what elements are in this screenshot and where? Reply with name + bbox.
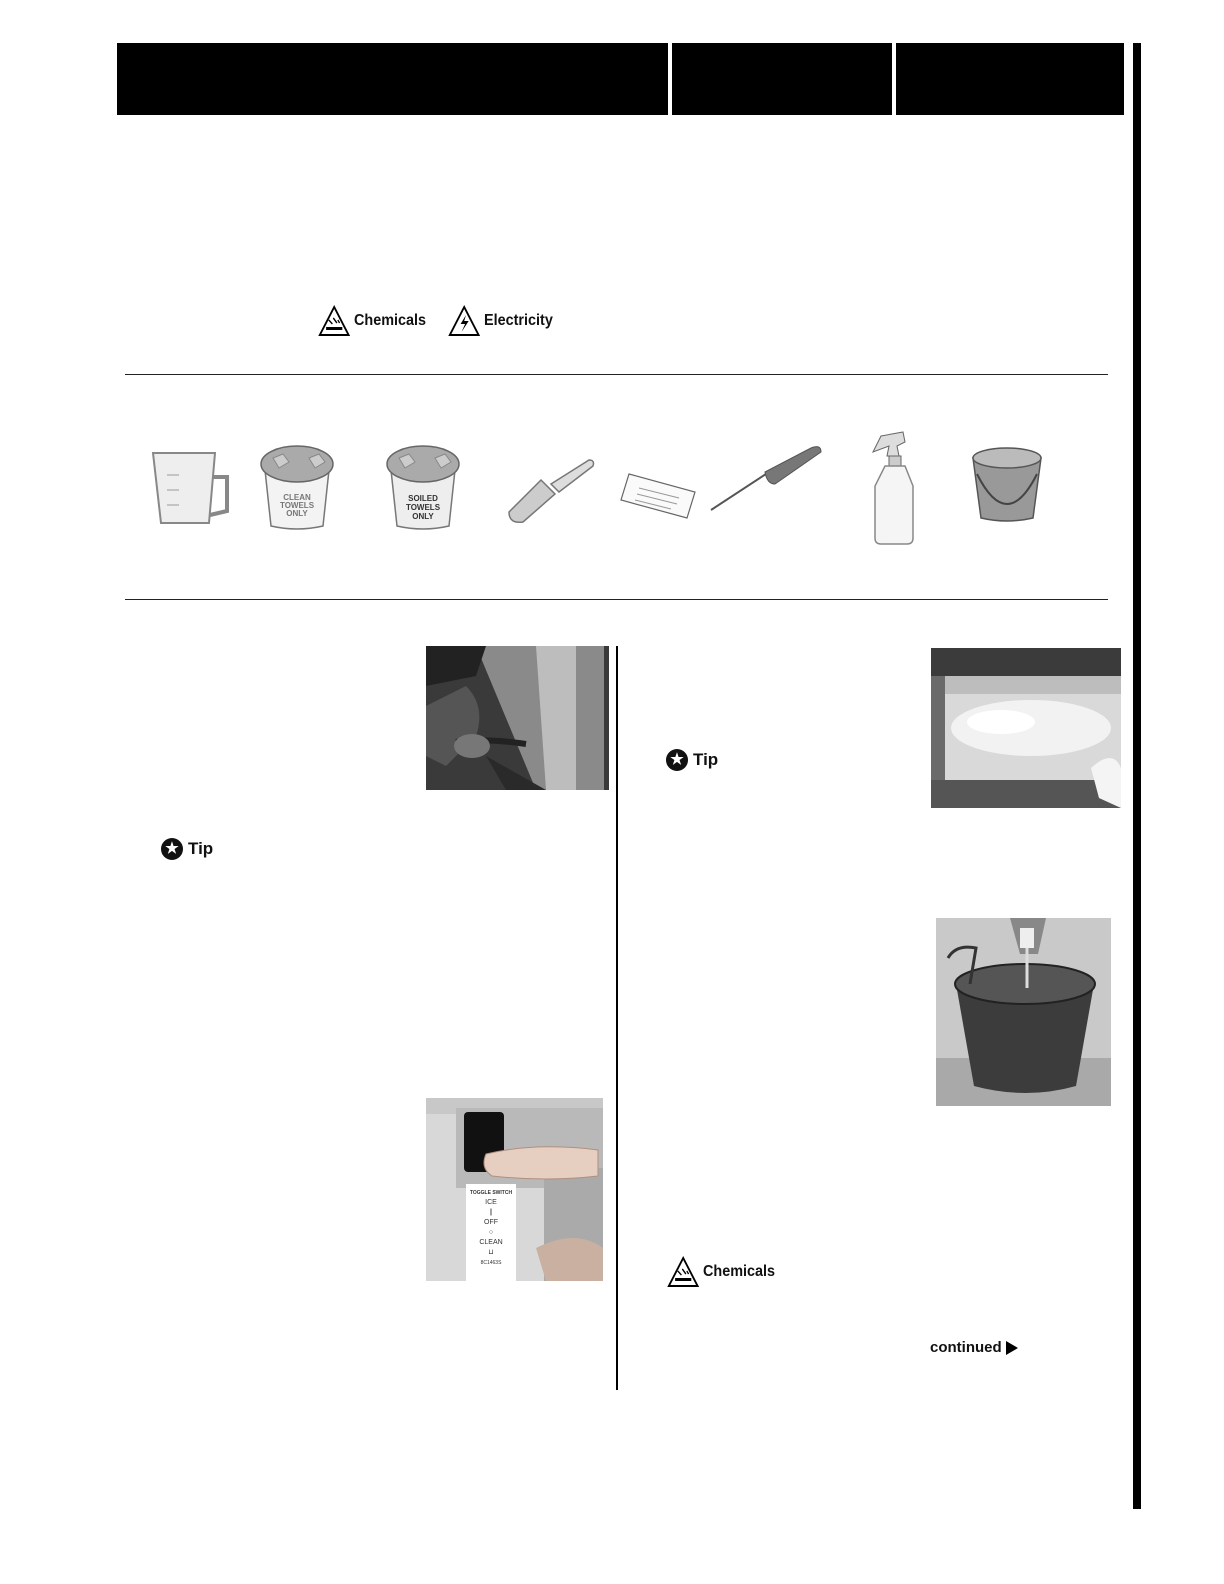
switch-ice-mark: | [490,1209,492,1216]
header-bar [117,43,1124,115]
triangle-right-icon [1006,1341,1018,1355]
switch-caption: TOGGLE SWITCH [469,1190,513,1196]
test-strip-card-icon [619,472,697,520]
hazard-label: Electricity [484,312,553,329]
star-icon: ★ [666,749,688,771]
continued-label: continued [930,1339,1002,1356]
column-divider [616,646,618,1390]
divider-line [125,599,1108,600]
header-divider [892,43,896,115]
bucket-text: TOWELS [405,503,441,512]
photo-ice-bin [931,648,1121,808]
header-divider [668,43,672,115]
switch-clean-label: CLEAN [479,1239,503,1246]
continued-indicator[interactable] [930,1339,1018,1356]
tools-row [125,420,1108,555]
electricity-hazard-icon [448,305,480,337]
divider-line [125,374,1108,375]
chemical-hazard-icon [667,1256,699,1288]
bucket-text: SOILED [408,494,438,503]
hazard-chemicals [318,305,426,337]
bucket-text: ONLY [412,512,434,521]
measuring-cup-icon [147,445,247,530]
chemical-hazard-icon [318,305,350,337]
ice-scoop-icon [505,454,597,524]
clean-towels-bucket [257,440,337,532]
hazard-electricity [448,305,553,337]
switch-part-number: 8C1463S [480,1260,502,1266]
bucket-text: TOWELS [279,501,315,510]
spray-bottle-icon [867,430,927,546]
photo-pail-solution [936,918,1111,1106]
tip-label: Tip [188,839,214,858]
pail-icon [969,444,1047,526]
tip-callout-left [161,838,213,860]
tip-callout-right [666,749,718,771]
bucket-text: ONLY [286,509,308,518]
photo-opening-door [426,646,609,790]
side-edge-bar [1133,43,1141,1509]
switch-off-label: OFF [484,1219,498,1226]
hazard-label: Chemicals [354,312,427,329]
switch-off-mark: ○ [488,1229,494,1236]
switch-ice-label: ICE [485,1199,497,1206]
hazard-chemicals-right [667,1256,775,1288]
star-icon: ★ [161,838,183,860]
photo-toggle-switch [426,1098,603,1281]
switch-clean-mark: ⊔ [488,1249,494,1256]
tip-label: Tip [693,750,719,769]
brush-icon [709,442,825,514]
bucket-text: CLEAN [283,493,311,502]
hazard-label: Chemicals [703,1263,776,1280]
soiled-towels-bucket [383,440,463,532]
